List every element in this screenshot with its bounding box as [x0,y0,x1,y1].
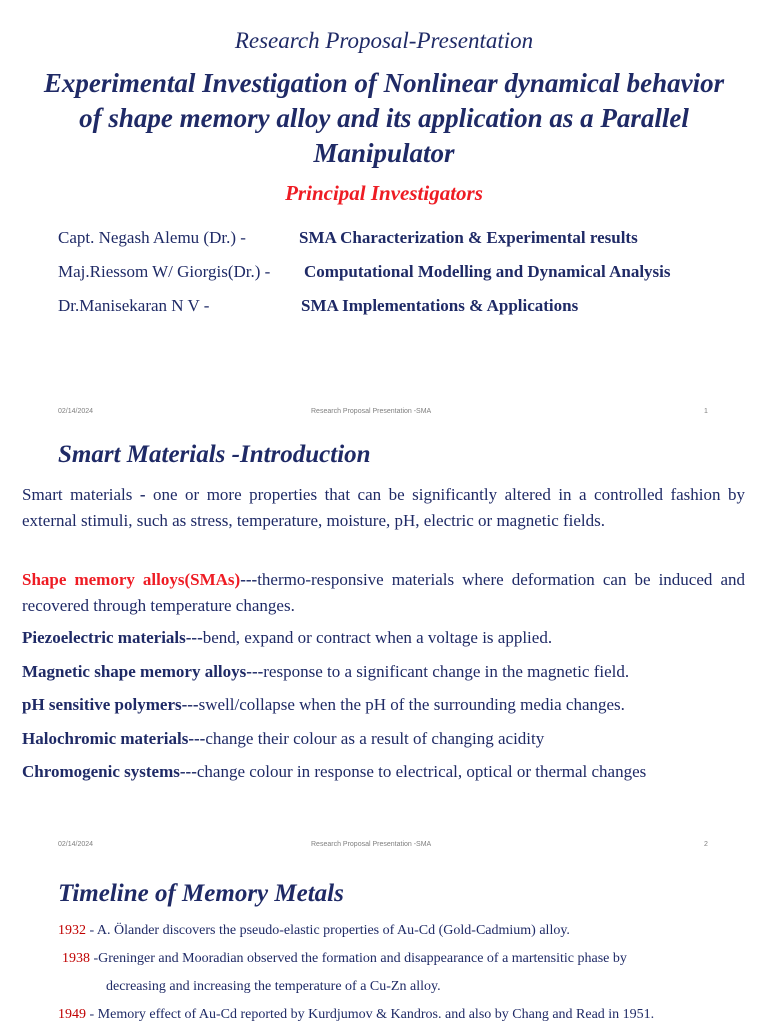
term: Magnetic shape memory alloys [22,662,247,681]
term: Halochromic materials [22,729,189,748]
material-item [22,567,745,619]
term-separator: --- [240,570,258,589]
investigators-heading: Principal Investigators [285,181,483,205]
investigator-role: SMA Characterization & Experimental results [299,228,638,247]
definition: response to a significant change in the magnetic field. [263,662,630,681]
timeline-year: 1932 [58,923,86,938]
term-separator: - [132,485,154,504]
investigator-name: Capt. Negash Alemu (Dr.) - [58,228,246,247]
term-separator: --- [181,695,199,714]
investigator-name: Maj.Riessom W/ Giorgis(Dr.) - [58,262,271,281]
term-separator: --- [179,762,197,781]
investigator-role: Computational Modelling and Dynamical Analysis [304,262,671,281]
presentation-title: Experimental Investigation of Nonlinear dynamical behavior of shape memory alloy and its application as a Parallel Manipulator [43,68,725,168]
investigator-name: Dr.Manisekaran N V - [58,296,210,315]
material-item [22,692,745,718]
footer-date: 02/14/2024 [58,841,94,848]
term: Piezoelectric materials [22,628,186,647]
timeline-text: - A. Ölander discovers the pseudo-elastic properties of Au-Cd (Gold-Cadmium) alloy. [86,923,570,938]
investigator-role: SMA Implementations & Applications [301,296,579,315]
material-item [22,625,745,651]
definition: bend, expand or contract when a voltage is applied. [202,628,553,647]
slide-1 [0,0,768,430]
material-item [22,759,745,785]
definition: one or more properties that can be significantly altered in a controlled fashion by external stimuli, such as stress, temperature, moisture, pH, electric or magnetic fields. [22,485,745,530]
timeline-year: 1949 [58,1007,86,1022]
term: Shape memory alloys(SMAs) [22,570,241,589]
term: Smart materials [22,485,133,504]
timeline-text-continued: decreasing and increasing the temperature of a Cu-Zn alloy. [106,979,441,994]
footer-date: 02/14/2024 [58,408,94,415]
timeline-text: -Greninger and Mooradian observed the formation and disappearance of a martensitic phase by [90,951,627,966]
definition: thermo-responsive materials where deformation can be induced and recovered through temperature changes. [22,570,746,615]
timeline-entry [58,945,748,1001]
slide-2 [0,430,768,860]
footer-title: Research Proposal Presentation -SMA [311,408,432,415]
term-separator: --- [185,628,203,647]
footer-page-number: 1 [704,408,708,415]
definition: swell/collapse when the pH of the surrounding media changes. [198,695,625,714]
term-separator: --- [246,662,264,681]
section-heading: Smart Materials -Introduction [58,441,371,468]
definition: change their colour as a result of changing acidity [205,729,545,748]
material-item [22,659,745,685]
footer-title: Research Proposal Presentation -SMA [311,841,432,848]
definition: change colour in response to electrical, optical or thermal changes [196,762,647,781]
term-separator: --- [188,729,206,748]
footer-page-number: 2 [704,841,708,848]
term: Chromogenic systems [22,762,180,781]
presentation-kicker: Research Proposal-Presentation [234,28,534,53]
timeline-year: 1938 [62,951,90,966]
material-item [22,726,745,752]
intro-paragraph [22,482,745,534]
timeline-entry [58,1001,748,1029]
timeline-text: - Memory effect of Au-Cd reported by Kurdjumov & Kandros. and also by Chang and Read in 1951. [86,1007,655,1022]
timeline-entry [58,917,748,945]
term: pH sensitive polymers [22,695,182,714]
slide-3 [0,860,768,1024]
section-heading: Timeline of Memory Metals [58,880,344,907]
